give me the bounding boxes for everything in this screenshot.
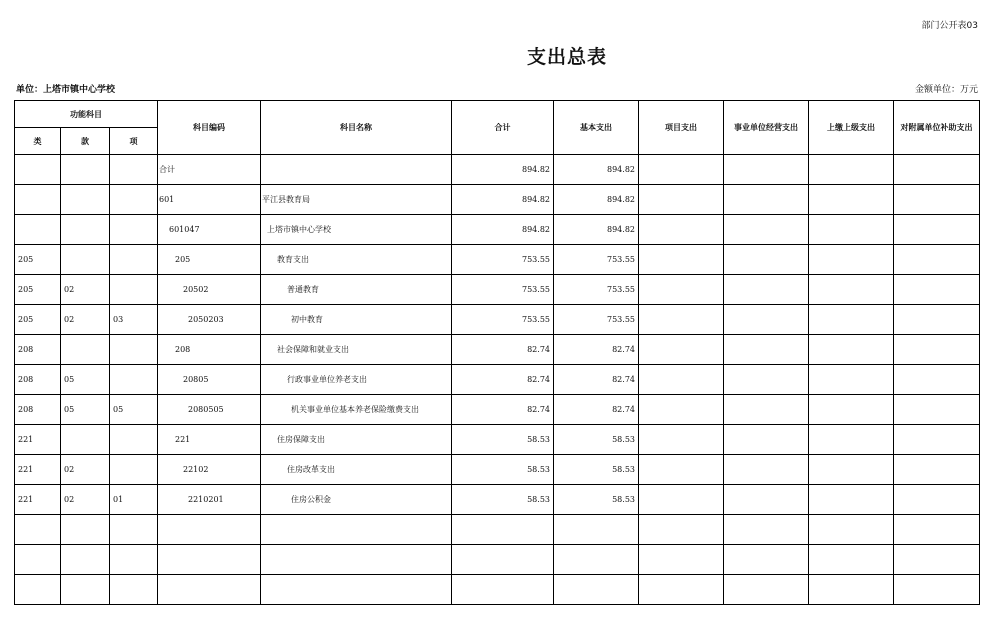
cell-subject-code: 208 bbox=[158, 335, 261, 365]
cell-total: 58.53 bbox=[452, 455, 554, 485]
cell-business bbox=[724, 215, 809, 245]
cell-project bbox=[639, 515, 724, 545]
cell-subject-name bbox=[261, 155, 452, 185]
cell-kuan bbox=[61, 215, 110, 245]
cell-subsidy bbox=[894, 545, 980, 575]
table-row bbox=[15, 485, 980, 515]
cell-subject-code bbox=[158, 575, 261, 605]
cell-xiang: 05 bbox=[110, 395, 158, 425]
cell-lei bbox=[15, 545, 61, 575]
cell-subsidy bbox=[894, 245, 980, 275]
cell-upper bbox=[809, 335, 894, 365]
cell-kuan bbox=[61, 515, 110, 545]
header-func-subject: 功能科目 bbox=[15, 101, 158, 128]
cell-project bbox=[639, 155, 724, 185]
cell-lei: 221 bbox=[15, 425, 61, 455]
cell-total: 82.74 bbox=[452, 335, 554, 365]
cell-total: 753.55 bbox=[452, 305, 554, 335]
header-subject-name: 科目名称 bbox=[261, 101, 452, 155]
cell-total: 753.55 bbox=[452, 275, 554, 305]
cell-total: 753.55 bbox=[452, 245, 554, 275]
cell-subject-name: 住房保障支出 bbox=[261, 425, 452, 455]
cell-total: 894.82 bbox=[452, 185, 554, 215]
table-row bbox=[15, 335, 980, 365]
cell-business bbox=[724, 185, 809, 215]
cell-subject-code: 205 bbox=[158, 245, 261, 275]
table-row bbox=[15, 245, 980, 275]
cell-subject-name: 行政事业单位养老支出 bbox=[261, 365, 452, 395]
header-lei: 类 bbox=[15, 128, 61, 155]
cell-upper bbox=[809, 515, 894, 545]
cell-xiang bbox=[110, 515, 158, 545]
cell-kuan: 02 bbox=[61, 275, 110, 305]
cell-project bbox=[639, 485, 724, 515]
table-row bbox=[15, 305, 980, 335]
cell-total: 82.74 bbox=[452, 395, 554, 425]
cell-subsidy bbox=[894, 305, 980, 335]
cell-upper bbox=[809, 455, 894, 485]
cell-project bbox=[639, 455, 724, 485]
cell-xiang bbox=[110, 215, 158, 245]
cell-upper bbox=[809, 365, 894, 395]
header-business: 事业单位经营支出 bbox=[724, 101, 809, 155]
table-row bbox=[15, 185, 980, 215]
cell-xiang bbox=[110, 545, 158, 575]
cell-lei: 208 bbox=[15, 335, 61, 365]
cell-subject-code: 20805 bbox=[158, 365, 261, 395]
table-row bbox=[15, 215, 980, 245]
table-row bbox=[15, 395, 980, 425]
cell-basic bbox=[554, 515, 639, 545]
cell-basic: 894.82 bbox=[554, 185, 639, 215]
expenditure-table bbox=[14, 100, 980, 605]
cell-subject-name: 平江县教育局 bbox=[261, 185, 452, 215]
cell-basic: 58.53 bbox=[554, 425, 639, 455]
cell-basic: 753.55 bbox=[554, 275, 639, 305]
cell-total: 894.82 bbox=[452, 155, 554, 185]
cell-basic: 58.53 bbox=[554, 485, 639, 515]
cell-subject-code: 601 bbox=[158, 185, 261, 215]
cell-subject-name bbox=[261, 575, 452, 605]
cell-lei bbox=[15, 215, 61, 245]
cell-kuan: 02 bbox=[61, 455, 110, 485]
cell-business bbox=[724, 455, 809, 485]
cell-project bbox=[639, 305, 724, 335]
cell-upper bbox=[809, 215, 894, 245]
cell-subject-code bbox=[158, 515, 261, 545]
cell-subject-code: 20502 bbox=[158, 275, 261, 305]
cell-upper bbox=[809, 245, 894, 275]
cell-subject-name: 初中教育 bbox=[261, 305, 452, 335]
cell-lei bbox=[15, 155, 61, 185]
cell-project bbox=[639, 365, 724, 395]
cell-total: 894.82 bbox=[452, 215, 554, 245]
cell-kuan bbox=[61, 185, 110, 215]
header-total: 合计 bbox=[452, 101, 554, 155]
cell-subsidy bbox=[894, 485, 980, 515]
cell-lei: 221 bbox=[15, 485, 61, 515]
cell-subsidy bbox=[894, 365, 980, 395]
cell-subsidy bbox=[894, 335, 980, 365]
cell-xiang bbox=[110, 365, 158, 395]
cell-basic: 82.74 bbox=[554, 365, 639, 395]
cell-upper bbox=[809, 305, 894, 335]
cell-subject-name: 普通教育 bbox=[261, 275, 452, 305]
cell-subject-name bbox=[261, 545, 452, 575]
header-subsidy: 对附属单位补助支出 bbox=[894, 101, 980, 155]
cell-project bbox=[639, 335, 724, 365]
cell-xiang bbox=[110, 455, 158, 485]
cell-subsidy bbox=[894, 185, 980, 215]
cell-project bbox=[639, 425, 724, 455]
cell-basic: 753.55 bbox=[554, 305, 639, 335]
cell-project bbox=[639, 215, 724, 245]
cell-business bbox=[724, 305, 809, 335]
header-kuan: 款 bbox=[61, 128, 110, 155]
cell-kuan: 02 bbox=[61, 485, 110, 515]
cell-total: 58.53 bbox=[452, 485, 554, 515]
cell-subsidy bbox=[894, 425, 980, 455]
cell-upper bbox=[809, 545, 894, 575]
cell-basic: 82.74 bbox=[554, 335, 639, 365]
table-row bbox=[15, 515, 980, 545]
cell-kuan: 05 bbox=[61, 365, 110, 395]
table-row bbox=[15, 575, 980, 605]
cell-business bbox=[724, 245, 809, 275]
cell-project bbox=[639, 575, 724, 605]
cell-kuan bbox=[61, 245, 110, 275]
header-upper: 上缴上级支出 bbox=[809, 101, 894, 155]
cell-kuan: 02 bbox=[61, 305, 110, 335]
cell-subject-code: 221 bbox=[158, 425, 261, 455]
cell-subject-name: 住房改革支出 bbox=[261, 455, 452, 485]
cell-subject-code: 2080505 bbox=[158, 395, 261, 425]
cell-subsidy bbox=[894, 515, 980, 545]
cell-project bbox=[639, 275, 724, 305]
cell-lei: 205 bbox=[15, 245, 61, 275]
cell-lei: 221 bbox=[15, 455, 61, 485]
cell-business bbox=[724, 545, 809, 575]
cell-xiang bbox=[110, 335, 158, 365]
table-row bbox=[15, 365, 980, 395]
cell-basic: 58.53 bbox=[554, 455, 639, 485]
cell-subject-name bbox=[261, 515, 452, 545]
table-row bbox=[15, 155, 980, 185]
cell-business bbox=[724, 155, 809, 185]
cell-subject-name: 住房公积金 bbox=[261, 485, 452, 515]
header-project: 项目支出 bbox=[639, 101, 724, 155]
cell-subject-code bbox=[158, 545, 261, 575]
cell-subject-name: 上塔市镇中心学校 bbox=[261, 215, 452, 245]
cell-subject-name: 机关事业单位基本养老保险缴费支出 bbox=[261, 395, 452, 425]
header-xiang: 项 bbox=[110, 128, 158, 155]
cell-lei: 205 bbox=[15, 275, 61, 305]
cell-project bbox=[639, 395, 724, 425]
cell-total: 58.53 bbox=[452, 425, 554, 455]
cell-business bbox=[724, 395, 809, 425]
cell-lei bbox=[15, 515, 61, 545]
cell-kuan bbox=[61, 545, 110, 575]
cell-subject-code: 2210201 bbox=[158, 485, 261, 515]
cell-xiang bbox=[110, 425, 158, 455]
cell-xiang bbox=[110, 275, 158, 305]
header-basic: 基本支出 bbox=[554, 101, 639, 155]
cell-subject-code: 22102 bbox=[158, 455, 261, 485]
cell-subsidy bbox=[894, 455, 980, 485]
document-code: 部门公开表03 bbox=[921, 21, 978, 31]
cell-kuan bbox=[61, 155, 110, 185]
cell-kuan: 05 bbox=[61, 395, 110, 425]
cell-business bbox=[724, 425, 809, 455]
cell-subsidy bbox=[894, 215, 980, 245]
header-subject-code: 科目编码 bbox=[158, 101, 261, 155]
cell-subsidy bbox=[894, 155, 980, 185]
table-row bbox=[15, 275, 980, 305]
page-title: 支出总表 bbox=[526, 46, 607, 68]
cell-lei: 208 bbox=[15, 365, 61, 395]
cell-xiang: 01 bbox=[110, 485, 158, 515]
cell-business bbox=[724, 515, 809, 545]
unit-label: 单位：上塔市镇中心学校 bbox=[16, 85, 116, 95]
cell-project bbox=[639, 185, 724, 215]
table-row bbox=[15, 545, 980, 575]
cell-total: 82.74 bbox=[452, 365, 554, 395]
cell-subject-name: 教育支出 bbox=[261, 245, 452, 275]
cell-basic: 894.82 bbox=[554, 155, 639, 185]
cell-subsidy bbox=[894, 275, 980, 305]
cell-subject-code: 2050203 bbox=[158, 305, 261, 335]
cell-total bbox=[452, 575, 554, 605]
cell-subject-code: 合计 bbox=[158, 155, 261, 185]
cell-basic: 753.55 bbox=[554, 245, 639, 275]
cell-lei: 208 bbox=[15, 395, 61, 425]
cell-basic bbox=[554, 545, 639, 575]
cell-upper bbox=[809, 155, 894, 185]
cell-project bbox=[639, 545, 724, 575]
cell-lei bbox=[15, 185, 61, 215]
cell-kuan bbox=[61, 335, 110, 365]
cell-business bbox=[724, 365, 809, 395]
cell-total bbox=[452, 515, 554, 545]
cell-kuan bbox=[61, 425, 110, 455]
cell-lei bbox=[15, 575, 61, 605]
cell-project bbox=[639, 245, 724, 275]
cell-xiang bbox=[110, 155, 158, 185]
table-body bbox=[15, 155, 980, 605]
cell-business bbox=[724, 275, 809, 305]
cell-upper bbox=[809, 425, 894, 455]
cell-xiang bbox=[110, 575, 158, 605]
cell-basic: 894.82 bbox=[554, 215, 639, 245]
cell-business bbox=[724, 485, 809, 515]
cell-subsidy bbox=[894, 575, 980, 605]
cell-xiang bbox=[110, 245, 158, 275]
cell-upper bbox=[809, 185, 894, 215]
cell-subject-code: 601047 bbox=[158, 215, 261, 245]
cell-basic bbox=[554, 575, 639, 605]
cell-subsidy bbox=[894, 395, 980, 425]
cell-upper bbox=[809, 275, 894, 305]
cell-total bbox=[452, 545, 554, 575]
currency-label: 金额单位：万元 bbox=[914, 85, 978, 95]
table-row bbox=[15, 425, 980, 455]
table-row bbox=[15, 455, 980, 485]
cell-business bbox=[724, 575, 809, 605]
cell-xiang bbox=[110, 185, 158, 215]
cell-kuan bbox=[61, 575, 110, 605]
cell-subject-name: 社会保障和就业支出 bbox=[261, 335, 452, 365]
cell-lei: 205 bbox=[15, 305, 61, 335]
cell-xiang: 03 bbox=[110, 305, 158, 335]
cell-business bbox=[724, 335, 809, 365]
cell-basic: 82.74 bbox=[554, 395, 639, 425]
cell-upper bbox=[809, 575, 894, 605]
cell-upper bbox=[809, 395, 894, 425]
cell-upper bbox=[809, 485, 894, 515]
